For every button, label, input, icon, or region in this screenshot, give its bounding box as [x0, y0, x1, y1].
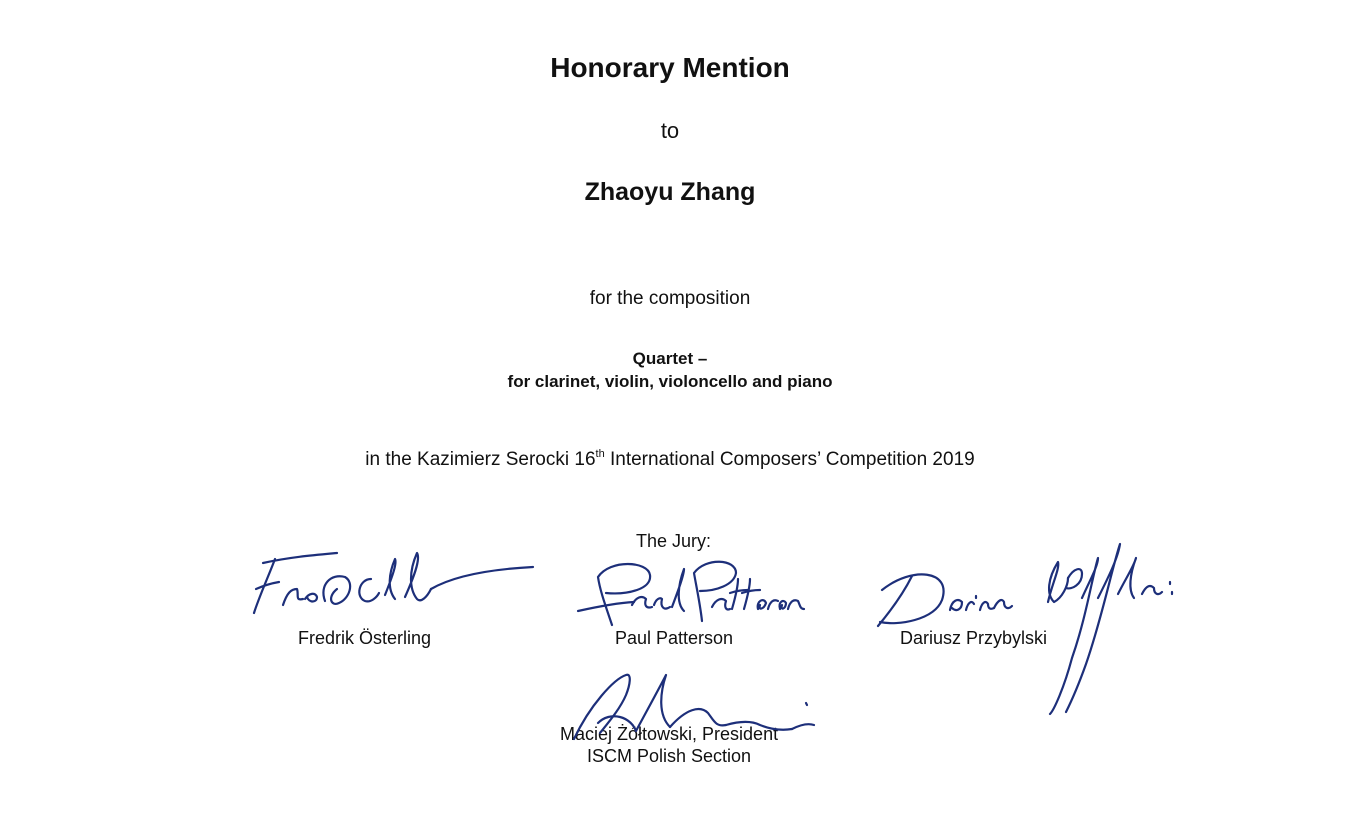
jury-member-name: Paul Patterson	[615, 628, 734, 648]
competition-text-end: International Composers’ Competition 2019	[604, 449, 975, 470]
signature-patterson	[572, 555, 812, 635]
work-title-line-2: for clarinet, violin, violoncello and piano	[507, 372, 833, 391]
work-title	[0, 347, 1340, 393]
jury-member-role: ISCM Polish Section	[587, 746, 752, 766]
signature-osterling	[245, 545, 540, 625]
jury-member-osterling	[298, 627, 431, 649]
jury-member-name: Maciej Żółtowski, President	[560, 724, 779, 744]
signature-zoltowski	[560, 665, 825, 755]
award-title: Honorary Mention	[550, 52, 790, 83]
signature-przybylski	[872, 538, 1190, 718]
competition-line	[0, 449, 1340, 471]
jury-member-name: Dariusz Przybylski	[900, 628, 1048, 648]
competition-text-start: in the Kazimierz Serocki 16	[365, 449, 596, 470]
composition-intro: for the composition	[589, 288, 751, 309]
recipient-name: Zhaoyu Zhang	[584, 178, 756, 206]
jury-heading: The Jury:	[636, 531, 712, 551]
competition-ordinal: th	[595, 448, 605, 460]
work-title-line-1: Quartet –	[632, 349, 708, 368]
to-line: to	[660, 118, 680, 143]
jury-member-name: Fredrik Österling	[298, 628, 432, 648]
